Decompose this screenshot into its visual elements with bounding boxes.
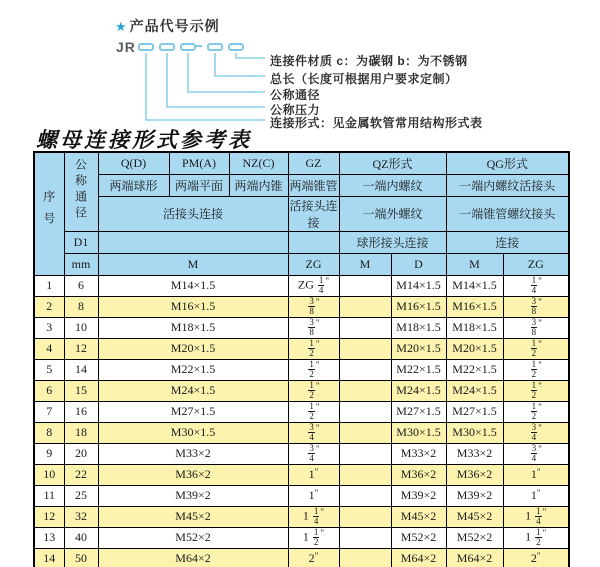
inch-mark: " <box>315 443 320 454</box>
cell-qg_m: M45×2 <box>446 506 503 527</box>
cell-m: M24×1.5 <box>98 380 288 401</box>
header-empty-gz <box>288 231 339 253</box>
cell-mm: 20 <box>64 443 98 464</box>
fraction: $\frac{3}{8}$ <box>531 296 537 316</box>
fraction: $\frac{1}{2}$ <box>531 401 537 421</box>
cell-qz_m <box>339 359 391 380</box>
cell-qz_d: M30×1.5 <box>391 422 446 443</box>
header-diameter: 公称通径 <box>64 152 98 231</box>
cell-qz_m <box>339 296 391 317</box>
cell-mm: 14 <box>64 359 98 380</box>
header-seq: 序号 <box>34 152 64 275</box>
cell-seq: 5 <box>34 359 64 380</box>
cell-m: M30×1.5 <box>98 422 288 443</box>
cell-m: M20×1.5 <box>98 338 288 359</box>
header-empty-left <box>98 231 288 253</box>
cell-mm: 6 <box>64 275 98 296</box>
cell-qg_zg: 1 $\frac{1}{2}$ " <box>503 527 569 548</box>
cell-qz_m <box>339 401 391 422</box>
header-q-code: Q(D) <box>98 152 169 174</box>
table-row <box>34 485 569 506</box>
cell-gz: 2" <box>288 548 339 567</box>
cell-qg_m: M33×2 <box>446 443 503 464</box>
table-row <box>34 506 569 527</box>
cell-gz <box>288 380 339 401</box>
cell-gz <box>288 359 339 380</box>
cell-qz_d: M18×1.5 <box>391 317 446 338</box>
cell-gz <box>288 317 339 338</box>
header-qz-desc2: 一端外螺纹 <box>339 196 446 231</box>
label-total-length: 总长（长度可根据用户要求定制） <box>270 72 458 86</box>
cell-mm: 8 <box>64 296 98 317</box>
cell-gz <box>288 296 339 317</box>
cell-qg_m: M14×1.5 <box>446 275 503 296</box>
table-row <box>34 317 569 338</box>
cell-qz_m <box>339 275 391 296</box>
header-m-unit: M <box>98 253 288 275</box>
header-pm-code: PM(A) <box>169 152 229 174</box>
label-nominal-pressure: 公称压力 <box>270 103 321 117</box>
cell-seq: 1 <box>34 275 64 296</box>
cell-seq: 13 <box>34 527 64 548</box>
fraction: $\frac{3}{4}$ <box>531 443 537 463</box>
cell-gz <box>288 443 339 464</box>
fraction: $\frac{1}{2}$ <box>531 380 537 400</box>
cell-seq: 3 <box>34 317 64 338</box>
header-qg-conn: 连接 <box>446 231 569 253</box>
table-row <box>34 443 569 464</box>
cell-qg_zg: 1" <box>503 485 569 506</box>
inch-mark: " <box>315 359 320 370</box>
inch-mark: " <box>538 359 542 370</box>
star-icon: ★ <box>115 19 128 34</box>
fraction: $\frac{3}{8}$ <box>309 317 314 337</box>
cell-qg_m: M52×2 <box>446 527 503 548</box>
cell-gz: 1" <box>288 485 339 506</box>
cell-seq: 11 <box>34 485 64 506</box>
table-header <box>34 152 569 275</box>
fraction: $\frac{3}{4}$ <box>531 422 537 442</box>
code-prefix: JR <box>116 39 136 55</box>
cell-m: M39×2 <box>98 485 288 506</box>
cell-m: M14×1.5 <box>98 275 288 296</box>
cell-qz_d: M20×1.5 <box>391 338 446 359</box>
table-row <box>34 527 569 548</box>
cell-qg_m: M64×2 <box>446 548 503 567</box>
cell-mm: 22 <box>64 464 98 485</box>
cell-qg_zg <box>503 443 569 464</box>
cell-qz_d: M22×1.5 <box>391 359 446 380</box>
cell-qz_m <box>339 338 391 359</box>
header-zg-unit: ZG <box>288 253 339 275</box>
cell-m: M33×2 <box>98 443 288 464</box>
cell-qz_d: M52×2 <box>391 527 446 548</box>
cell-mm: 12 <box>64 338 98 359</box>
cell-qz_m <box>339 548 391 567</box>
cell-qg_zg: 2" <box>503 548 569 567</box>
fraction: $\frac{1}{2}$ <box>309 401 314 421</box>
inch-mark: " <box>542 506 547 517</box>
inch-mark: " <box>315 380 320 391</box>
cell-qg_zg <box>503 317 569 338</box>
cell-qz_m <box>339 485 391 506</box>
fraction: $\frac{1}{2}$ <box>313 527 319 547</box>
fraction: $\frac{3}{4}$ <box>309 443 314 463</box>
cell-qg_m: M18×1.5 <box>446 317 503 338</box>
cell-mm: 40 <box>64 527 98 548</box>
cell-qg_zg <box>503 422 569 443</box>
header-union-left: 活接头连接 <box>98 196 288 231</box>
cell-mm: 15 <box>64 380 98 401</box>
cell-mm: 16 <box>64 401 98 422</box>
cell-seq: 6 <box>34 380 64 401</box>
cell-m: M36×2 <box>98 464 288 485</box>
cell-qg_m: M27×1.5 <box>446 401 503 422</box>
cell-mm: 10 <box>64 317 98 338</box>
inch-mark: " <box>314 488 319 498</box>
header-qg-zg: ZG <box>503 253 569 275</box>
cell-mm: 25 <box>64 485 98 506</box>
cell-seq: 8 <box>34 422 64 443</box>
cell-qz_d: M45×2 <box>391 506 446 527</box>
label-nominal-diameter: 公称通径 <box>270 88 321 102</box>
header-qg-code: QG形式 <box>446 152 569 174</box>
cell-qg_m: M24×1.5 <box>446 380 503 401</box>
cell-qg_zg <box>503 380 569 401</box>
cell-qg_zg: 1 $\frac{1}{4}$ " <box>503 506 569 527</box>
cell-seq: 14 <box>34 548 64 567</box>
cell-qz_m <box>339 443 391 464</box>
table-row <box>34 401 569 422</box>
cell-qg_m: M22×1.5 <box>446 359 503 380</box>
inch-mark: " <box>315 317 320 328</box>
inch-mark: " <box>320 527 325 538</box>
cell-qg_zg <box>503 338 569 359</box>
inch-mark: " <box>315 401 320 412</box>
header-qz-code: QZ形式 <box>339 152 446 174</box>
header-q-desc: 两端球形 <box>98 174 169 196</box>
inch-mark: " <box>542 527 547 538</box>
table-row <box>34 275 569 296</box>
cell-qg_zg: 1" <box>503 464 569 485</box>
inch-mark: " <box>315 338 320 349</box>
fraction: $\frac{1}{2}$ <box>531 359 537 379</box>
fraction: $\frac{1}{2}$ <box>309 359 314 379</box>
cell-m: M64×2 <box>98 548 288 567</box>
cell-qg_m: M39×2 <box>446 485 503 506</box>
inch-mark: " <box>538 401 542 412</box>
cell-qz_d: M24×1.5 <box>391 380 446 401</box>
cell-m: M18×1.5 <box>98 317 288 338</box>
inch-mark: " <box>538 380 542 391</box>
table-row <box>34 296 569 317</box>
header-nz-code: NZ(C) <box>229 152 288 174</box>
cell-gz <box>288 338 339 359</box>
cell-qz_m <box>339 380 391 401</box>
inch-mark: " <box>538 338 542 349</box>
cell-qz_m <box>339 464 391 485</box>
cell-seq: 10 <box>34 464 64 485</box>
table-row <box>34 359 569 380</box>
cell-qz_d: M14×1.5 <box>391 275 446 296</box>
header-qz-m: M <box>339 253 391 275</box>
cell-gz: ZG $\frac{1}{4}$ " <box>288 275 339 296</box>
cell-m: M22×1.5 <box>98 359 288 380</box>
header-qg-m: M <box>446 253 503 275</box>
inch-mark: " <box>538 422 542 433</box>
header-gz-code: GZ <box>288 152 339 174</box>
cell-gz: 1" <box>288 464 339 485</box>
inch-mark: " <box>315 296 320 307</box>
table-row <box>34 464 569 485</box>
cell-gz <box>288 422 339 443</box>
fraction: $\frac{1}{2}$ <box>536 527 541 547</box>
header-mm: mm <box>64 253 98 275</box>
cell-qg_zg <box>503 359 569 380</box>
table-row <box>34 422 569 443</box>
cell-seq: 12 <box>34 506 64 527</box>
inch-mark: " <box>314 550 319 561</box>
table-title: 螺母连接形式参考表 <box>36 127 252 152</box>
table-row <box>34 548 569 567</box>
fraction: $\frac{1}{4}$ <box>318 275 324 295</box>
cell-qz_m <box>339 422 391 443</box>
cell-seq: 7 <box>34 401 64 422</box>
fraction: $\frac{3}{8}$ <box>309 296 314 316</box>
table-row <box>34 380 569 401</box>
fraction: $\frac{1}{2}$ <box>531 338 537 358</box>
header-qg-desc2: 一端锥管螺纹接头 <box>446 196 569 231</box>
cell-qg_m: M20×1.5 <box>446 338 503 359</box>
fraction: $\frac{1}{2}$ <box>309 338 314 358</box>
cell-seq: 9 <box>34 443 64 464</box>
inch-mark: " <box>536 467 541 477</box>
label-connector-material: 连接件材质 c：为碳钢 b：为不锈钢 <box>270 54 468 68</box>
fraction: $\frac{3}{4}$ <box>309 422 314 442</box>
cell-qz_d: M36×2 <box>391 464 446 485</box>
inch-mark: " <box>320 506 325 517</box>
cell-gz: 1 $\frac{1}{2}$ " <box>288 527 339 548</box>
cell-seq: 2 <box>34 296 64 317</box>
cell-qg_m: M30×1.5 <box>446 422 503 443</box>
cell-gz: 1 $\frac{1}{4}$ " <box>288 506 339 527</box>
product-code-heading-text: 产品代号示例 <box>129 18 220 34</box>
fraction: $\frac{1}{2}$ <box>309 380 314 400</box>
cell-qz_d: M27×1.5 <box>391 401 446 422</box>
cell-qz_m <box>339 317 391 338</box>
cell-qg_zg <box>503 296 569 317</box>
cell-qg_m: M36×2 <box>446 464 503 485</box>
inch-mark: " <box>538 317 542 328</box>
label-connection-form: 连接形式：见金属软管常用结构形式表 <box>270 116 483 130</box>
nut-connection-table <box>33 151 570 567</box>
table-row <box>34 338 569 359</box>
cell-m: M45×2 <box>98 506 288 527</box>
header-qz-desc1: 一端内螺纹 <box>339 174 446 196</box>
cell-mm: 50 <box>64 548 98 567</box>
inch-mark: " <box>315 422 320 433</box>
cell-qz_d: M64×2 <box>391 548 446 567</box>
cell-m: M27×1.5 <box>98 401 288 422</box>
cell-seq: 4 <box>34 338 64 359</box>
header-qz-d: D <box>391 253 446 275</box>
cell-qz_m <box>339 527 391 548</box>
cell-mm: 32 <box>64 506 98 527</box>
fraction: $\frac{3}{8}$ <box>531 317 537 337</box>
fraction: $\frac{1}{4}$ <box>531 275 537 295</box>
header-gz-union: 活接头连接 <box>288 196 339 231</box>
inch-mark: " <box>538 443 542 454</box>
fraction: $\frac{1}{4}$ <box>313 506 319 526</box>
cell-qg_zg <box>503 401 569 422</box>
table-body <box>34 275 569 567</box>
header-qz-conn: 球形接头连接 <box>339 231 446 253</box>
inch-mark: " <box>536 550 541 561</box>
cell-mm: 18 <box>64 422 98 443</box>
header-nz-desc: 两端内锥 <box>229 174 288 196</box>
fraction: $\frac{1}{4}$ <box>536 506 541 526</box>
inch-mark: " <box>538 296 542 307</box>
inch-mark: " <box>314 467 319 477</box>
cell-qz_m <box>339 506 391 527</box>
cell-qz_d: M33×2 <box>391 443 446 464</box>
cell-m: M52×2 <box>98 527 288 548</box>
header-pm-desc: 两端平面 <box>169 174 229 196</box>
header-d1: D1 <box>64 231 98 253</box>
cell-qz_d: M16×1.5 <box>391 296 446 317</box>
cell-m: M16×1.5 <box>98 296 288 317</box>
cell-qg_zg <box>503 275 569 296</box>
inch-mark: " <box>325 275 330 286</box>
cell-qz_d: M39×2 <box>391 485 446 506</box>
cell-gz <box>288 401 339 422</box>
header-qg-desc1: 一端内螺纹活接头 <box>446 174 569 196</box>
inch-mark: " <box>538 275 542 286</box>
header-gz-desc: 两端锥管 <box>288 174 339 196</box>
inch-mark: " <box>536 488 541 498</box>
cell-qg_m: M16×1.5 <box>446 296 503 317</box>
